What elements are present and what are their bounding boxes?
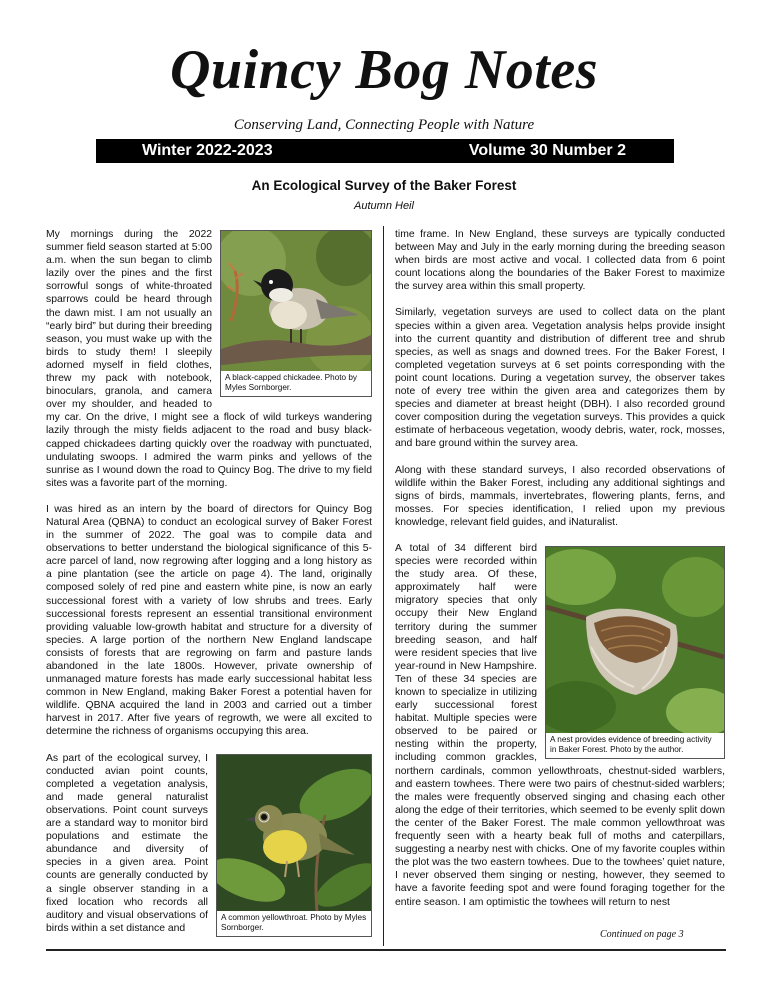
paragraph: Similarly, vegetation surveys are used to collect data on the plant species within a given area. Vegetation analysis helps provide insight into the current quantity and distribution of different tree and shrub species, as well as snags and downed trees. For the Baker Forest, I completed vegetation surveys at 6 set points corresponding with the point count locations. During a vegetation survey, the observer takes note of every tree within the given area and categorizes them by species and diameter at breast height (DBH). I also recorded ground cover composition during the vegetation surveys. This provides a quick estimate of herbaceous vegetation, woody debris, water, rock, mosses, and bare ground within the survey area. xyxy=(395,307,725,450)
article-author: Autumn Heil xyxy=(354,200,414,212)
paragraph: A total of 34 different bird species were recorded within the study area. Of these, approximately half were migratory species that only occupy their New England territory during the summer breeding season, and half were resident species that live year-round in New Hampshire. Ten of these 34 species are known to specialize in utilizing early successional forest habitat. Multiple species were observed to be paired or nesting within the property, including common grackles, northern cardinals, common yellowthroats, chestnut-sided warblers, and eastern towhees. There were two pairs of chestnut-sided warblers; the males were frequently observed singing and chasing each other along the edge of their territories, which seemed to be evenly split down the center of the Baker Forest. The male common yellowthroat was frequently seen with a hearty beak full of moths and caterpillars, suggesting a nearby nest with chicks. One of my favorite couples within the plot was the two eastern towhees. Due to the towhees’ quiet nature, I never observed them singing or nesting, however, they seemed to have a favorite feeding spot and were found foraging together for the entire season. I am optimistic the towhees will return to nest xyxy=(395,542,725,908)
left-column xyxy=(46,228,372,948)
right-column xyxy=(395,228,725,922)
article-title: An Ecological Survey of the Baker Forest xyxy=(251,178,517,193)
yellowthroat-figure xyxy=(216,754,372,937)
tagline: Conserving Land, Connecting People with Nature xyxy=(233,117,535,133)
column-divider xyxy=(383,226,384,946)
continued-note: Continued on page 3 xyxy=(600,929,684,940)
paragraph: Along with these standard surveys, I also recorded observations of wildlife within the Baker Forest, including any additional sightings and signs of birds, mammals, invertebrates, flowering plants, ferns, and mosses. For species identification, I relied upon my previous knowledge, relevant field guides, and iNaturalist. xyxy=(395,464,725,528)
paragraph: I was hired as an intern by the board of directors for Quincy Bog Natural Area (QBNA) to conduct an ecological survey of Baker Forest in the summer of 2022. The goal was to compile data and observations to better understand the biological significance of this 5-acre parcel of land, now regrowing after logging and a long history as a pine plantation (see the article on page 4). The land, originally composed solely of red pine and eastern white pine, is now an early successional forest with a variety of low shrubs and trees. Early successional forests represent an essential transitional environment providing valuable low-growth habitat and structure for a diversity of species. A large portion of the northern New England landscape consists of forests that are regrowing on farm and pasture lands abandoned in the late 1800s. However, private ownership of unmanaged mature forests has made early successional habitat less common in New England, making Baker Forest a potential haven for wildlife. QBNA acquired the land in 2003 and carried out a timber harvest in 2017. After five years of regrowth, we were all excited to determine the richness of organisms occupying this area. xyxy=(46,503,372,738)
chickadee-caption: A black-capped chickadee. Photo by Myles Sornborger. xyxy=(225,373,357,392)
volume-number: Volume 30 Number 2 xyxy=(468,142,626,159)
chickadee-photo xyxy=(221,231,371,371)
nest-photo xyxy=(546,547,724,733)
chickadee-figure xyxy=(220,230,372,397)
nest-figure xyxy=(545,546,725,759)
newsletter-title: Quincy Bog Notes xyxy=(170,39,598,101)
bottom-rule xyxy=(46,949,726,951)
nest-caption: A nest provides evidence of breeding activity in Baker Forest. Photo by the author. xyxy=(550,734,712,754)
issue-date: Winter 2022-2023 xyxy=(142,142,273,159)
paragraph: My mornings during the 2022 summer field season started at 5:00 a.m. when the sun began to climb lazily over the pines and the first sorrowful songs of white-throated sparrows could be heard through the dawn mist. I am not usually an “early bird” but during their breeding season, you must wake up with the birds to study them! I sleepily adorned myself in field clothes, threw my pack with notebook, binoculars, granola, and camera over my shoulder, and headed to my car. On the drive, I might see a flock of wild turkeys wandering lazily through the misty fields adjacent to the road and busy black-capped chickadees darting quickly over the roadway with punctuated, undulating swoops. I admired the warm pinks and yellows of the sunrise as I wound down the road to Quincy Bog. The drive to my field sites was a favorite part of the morning. xyxy=(46,229,372,489)
yellowthroat-photo xyxy=(217,755,371,911)
issue-bar xyxy=(96,139,674,163)
paragraph: time frame. In New England, these surveys are typically conducted between May and July in the early morning during the breeding season when birds are most active and vocal. I collected data from 6 point count locations along the boundaries of the Baker Forest to maximize the survey area within this small property. xyxy=(395,229,725,293)
yellowthroat-caption: A common yellowthroat. Photo by Myles Sornborger. xyxy=(221,912,367,932)
paragraph: As part of the ecological survey, I conducted avian point counts, completed a vegetation analysis, and made general naturalist observations. Point count surveys are a standard way to monitor bird populations and estimate the abundance and diversity of species in a given area. Point counts are generally conducted by a single observer standing in a fixed location who records all auditory and visual observations of birds within a set distance and xyxy=(46,752,208,934)
